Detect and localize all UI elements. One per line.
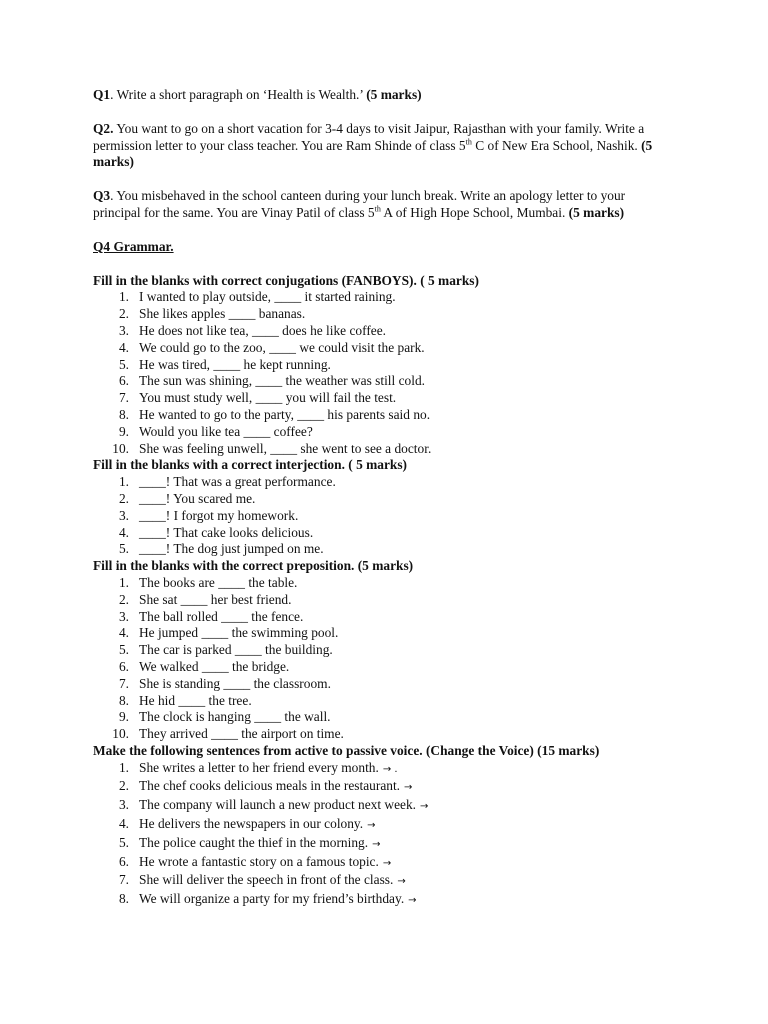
item-number: 7. bbox=[118, 390, 129, 406]
item-text: The clock is hanging ____ the wall. bbox=[139, 709, 331, 725]
list-item bbox=[93, 441, 673, 458]
section-heading: Fill in the blanks with correct conjugations (FANBOYS). ( 5 marks) bbox=[93, 272, 479, 288]
question-3-superscript: th bbox=[374, 204, 381, 214]
list-item bbox=[93, 609, 673, 626]
section-heading: Make the following sentences from active to passive voice. (Change the Voice) (15 marks) bbox=[93, 742, 600, 758]
section-heading: Fill in the blanks with a correct interjection. ( 5 marks) bbox=[93, 457, 408, 473]
item-text: She is standing ____ the classroom. bbox=[139, 675, 331, 691]
arrow-icon: → bbox=[397, 876, 406, 888]
list-item bbox=[93, 676, 673, 693]
item-text: ____! The dog just jumped on me. bbox=[139, 541, 324, 557]
question-3-text-a: . You misbehaved in the school canteen during your lunch break. Write an apology letter to your principal for the same. You are Vinay Patil of class 5 bbox=[93, 188, 626, 220]
item-number: 1. bbox=[118, 759, 129, 775]
item-text: He hid ____ the tree. bbox=[139, 692, 252, 708]
item-text: She writes a letter to her friend every month. bbox=[139, 759, 379, 775]
item-text: He does not like tea, ____ does he like coffee. bbox=[139, 322, 387, 338]
item-text: She likes apples ____ bananas. bbox=[139, 306, 306, 322]
item-number: 3. bbox=[118, 507, 129, 523]
worksheet-page bbox=[93, 87, 673, 910]
question-1 bbox=[93, 87, 673, 104]
item-text: The company will launch a new product next week. bbox=[139, 797, 417, 813]
item-number: 4. bbox=[118, 524, 129, 540]
item-text: We walked ____ the bridge. bbox=[139, 658, 290, 674]
list-item bbox=[93, 659, 673, 676]
item-number: 5. bbox=[118, 642, 129, 658]
list-item bbox=[93, 407, 673, 424]
list-item bbox=[93, 625, 673, 642]
item-number: 2. bbox=[118, 778, 129, 794]
item-number: 1. bbox=[118, 474, 129, 490]
list-item bbox=[93, 642, 673, 659]
list-item bbox=[93, 891, 673, 910]
question-2-text-a: You want to go on a short vacation for 3-4 days to visit Jaipur, Rajasthan with your family. Write a permission letter to your class teacher. You are Ram Shinde of class 5 bbox=[93, 120, 645, 153]
item-number: 6. bbox=[118, 853, 129, 869]
interjection-list bbox=[93, 474, 673, 558]
list-item bbox=[93, 575, 673, 592]
item-number: 8. bbox=[118, 406, 129, 422]
list-item bbox=[93, 816, 673, 835]
item-text: They arrived ____ the airport on time. bbox=[139, 726, 344, 742]
question-3-marks: (5 marks) bbox=[568, 204, 625, 220]
item-number: 1. bbox=[118, 574, 129, 590]
item-text: ____! That cake looks delicious. bbox=[139, 524, 314, 540]
arrow-icon: → bbox=[382, 857, 392, 869]
passive-voice-list bbox=[93, 760, 673, 910]
grammar-heading: Q4 Grammar. bbox=[93, 238, 174, 254]
item-number: 9. bbox=[118, 423, 129, 439]
question-2-text-b: C of New Era School, Nashik. bbox=[471, 137, 642, 153]
item-number: 1. bbox=[118, 289, 129, 305]
item-text: ____! You scared me. bbox=[139, 490, 256, 506]
arrow-icon: → bbox=[420, 801, 429, 813]
section-conjunctions bbox=[93, 273, 673, 458]
item-text: The police caught the thief in the morning. bbox=[139, 834, 369, 850]
list-item bbox=[93, 778, 673, 797]
item-text: ____! I forgot my homework. bbox=[139, 507, 299, 523]
item-number: 9. bbox=[118, 709, 129, 725]
item-text: She sat ____ her best friend. bbox=[139, 591, 292, 607]
list-item bbox=[93, 306, 673, 323]
item-number: 8. bbox=[118, 891, 129, 907]
item-number: 10. bbox=[112, 726, 129, 742]
item-number: 3. bbox=[118, 608, 129, 624]
list-item bbox=[93, 474, 673, 491]
item-text: He was tired, ____ he kept running. bbox=[139, 356, 331, 372]
item-number: 4. bbox=[118, 625, 129, 641]
arrow-icon: → bbox=[404, 782, 413, 794]
item-number: 10. bbox=[112, 440, 129, 456]
item-number: 2. bbox=[118, 306, 129, 322]
arrow-icon: → bbox=[372, 838, 381, 850]
item-text: The ball rolled ____ the fence. bbox=[139, 608, 304, 624]
item-number: 6. bbox=[118, 658, 129, 674]
item-text: She was feeling unwell, ____ she went to see a doctor. bbox=[139, 440, 432, 456]
preposition-list bbox=[93, 575, 673, 743]
question-2-label: Q2. bbox=[93, 120, 114, 136]
item-text: He delivers the newspapers in our colony. bbox=[139, 816, 364, 832]
question-2-superscript: th bbox=[465, 137, 472, 147]
item-number: 2. bbox=[118, 490, 129, 506]
section-prepositions bbox=[93, 558, 673, 743]
item-text: You must study well, ____ you will fail the test. bbox=[139, 390, 397, 406]
item-number: 4. bbox=[118, 339, 129, 355]
list-item bbox=[93, 508, 673, 525]
item-number: 2. bbox=[118, 591, 129, 607]
list-item bbox=[93, 357, 673, 374]
item-text: She will deliver the speech in front of the class. bbox=[139, 872, 394, 888]
list-item bbox=[93, 726, 673, 743]
item-number: 7. bbox=[118, 872, 129, 888]
item-text: We could go to the zoo, ____ we could visit the park. bbox=[139, 339, 425, 355]
question-2-marks: (5 marks) bbox=[93, 137, 653, 170]
item-text: I wanted to play outside, ____ it started raining. bbox=[139, 289, 396, 305]
list-item bbox=[93, 390, 673, 407]
list-item bbox=[93, 760, 673, 779]
item-text: We will organize a party for my friend’s birthday. bbox=[139, 891, 405, 907]
list-item bbox=[93, 709, 673, 726]
item-text: The car is parked ____ the building. bbox=[139, 642, 333, 658]
question-3-label: Q3 bbox=[93, 188, 111, 204]
section-passive-voice bbox=[93, 743, 673, 910]
list-item bbox=[93, 872, 673, 891]
question-1-label: Q1 bbox=[93, 87, 111, 102]
item-number: 3. bbox=[118, 797, 129, 813]
list-item bbox=[93, 525, 673, 542]
arrow-icon: → . bbox=[382, 763, 398, 775]
item-text: The chef cooks delicious meals in the restaurant. bbox=[139, 778, 401, 794]
list-item bbox=[93, 289, 673, 306]
list-item bbox=[93, 373, 673, 390]
item-number: 8. bbox=[118, 692, 129, 708]
list-item bbox=[93, 835, 673, 854]
question-3 bbox=[93, 188, 673, 222]
item-text: The books are ____ the table. bbox=[139, 574, 298, 590]
list-item bbox=[93, 693, 673, 710]
item-number: 4. bbox=[118, 816, 129, 832]
item-number: 5. bbox=[118, 356, 129, 372]
list-item bbox=[93, 541, 673, 558]
item-text: The sun was shining, ____ the weather was still cold. bbox=[139, 373, 425, 389]
question-2 bbox=[93, 121, 673, 171]
arrow-icon: → bbox=[408, 895, 417, 907]
list-item bbox=[93, 797, 673, 816]
item-number: 5. bbox=[118, 541, 129, 557]
item-number: 5. bbox=[118, 834, 129, 850]
arrow-icon: → bbox=[367, 820, 376, 832]
list-item bbox=[93, 854, 673, 873]
list-item bbox=[93, 340, 673, 357]
item-text: He jumped ____ the swimming pool. bbox=[139, 625, 339, 641]
section-interjections bbox=[93, 457, 673, 558]
list-item bbox=[93, 592, 673, 609]
question-4-title bbox=[93, 239, 673, 256]
item-number: 6. bbox=[118, 373, 129, 389]
question-1-marks: (5 marks) bbox=[366, 87, 422, 102]
item-text: He wrote a fantastic story on a famous topic. bbox=[139, 853, 379, 869]
question-3-text-b: A of High Hope School, Mumbai. bbox=[380, 204, 569, 220]
list-item bbox=[93, 323, 673, 340]
item-text: He wanted to go to the party, ____ his parents said no. bbox=[139, 406, 431, 422]
item-number: 3. bbox=[118, 322, 129, 338]
question-1-text: . Write a short paragraph on ‘Health is Wealth.’ bbox=[110, 87, 367, 102]
list-item bbox=[93, 424, 673, 441]
conjunction-list bbox=[93, 289, 673, 457]
item-text: ____! That was a great performance. bbox=[139, 474, 336, 490]
section-heading: Fill in the blanks with the correct preposition. (5 marks) bbox=[93, 558, 414, 574]
item-text: Would you like tea ____ coffee? bbox=[139, 423, 313, 439]
item-number: 7. bbox=[118, 675, 129, 691]
list-item bbox=[93, 491, 673, 508]
